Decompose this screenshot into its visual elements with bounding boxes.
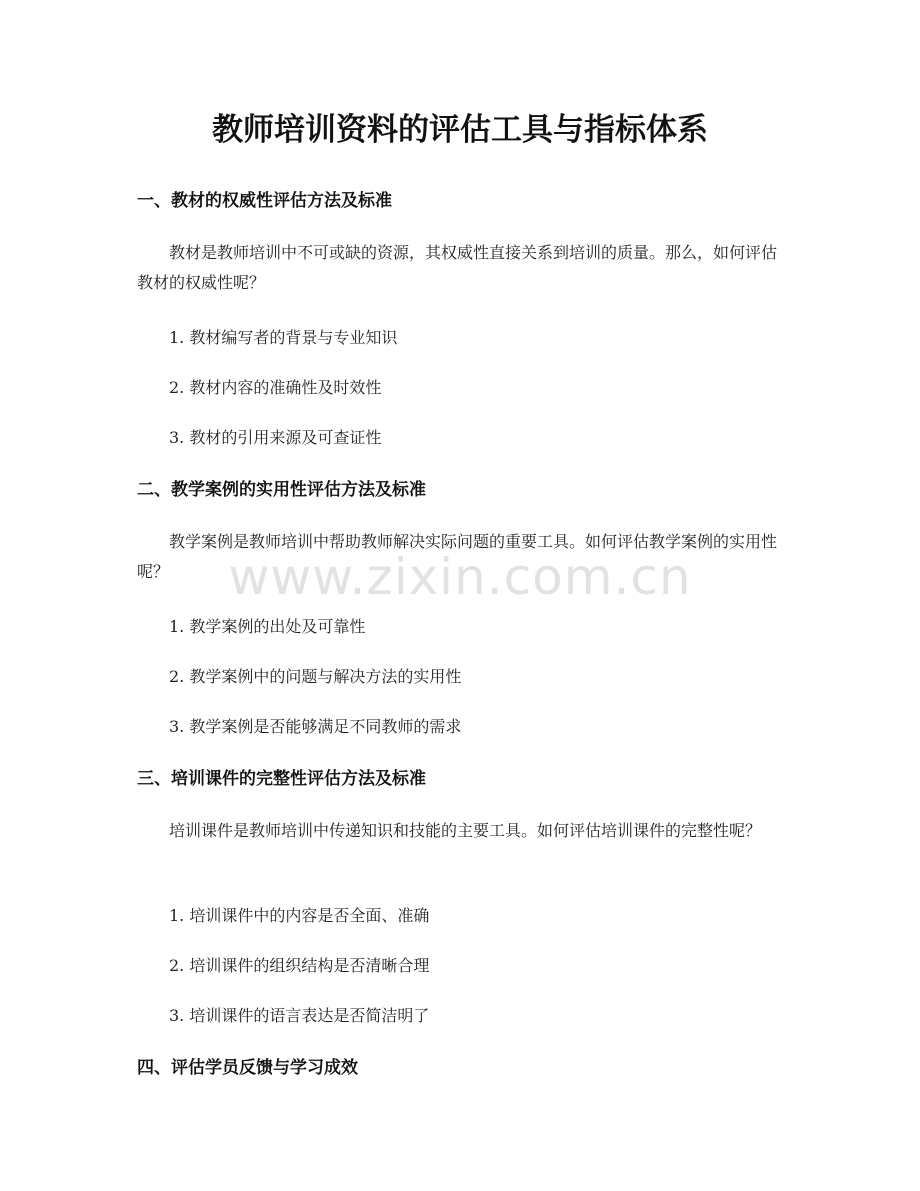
list-item: 1. 教学案例的出处及可靠性 (169, 617, 366, 636)
list-item: 3. 教学案例是否能够满足不同教师的需求 (169, 717, 462, 736)
section-heading: 四、评估学员反馈与学习成效 (137, 1058, 358, 1078)
section-heading: 二、教学案例的实用性评估方法及标准 (137, 480, 426, 500)
list-item: 2. 教学案例中的问题与解决方法的实用性 (169, 667, 462, 686)
list-item: 3. 教材的引用来源及可查证性 (169, 428, 382, 447)
list-item: 1. 培训课件中的内容是否全面、准确 (169, 906, 430, 925)
section-paragraph: 教材是教师培训中不可或缺的资源，其权威性直接关系到培训的质量。那么，如何评估教材的权威性呢？ (137, 243, 778, 292)
list-item: 1. 教材编写者的背景与专业知识 (169, 328, 398, 347)
section-paragraph: 教学案例是教师培训中帮助教师解决实际问题的重要工具。如何评估教学案例的实用性呢？ (137, 532, 778, 581)
section-heading: 一、教材的权威性评估方法及标准 (137, 191, 392, 211)
watermark: www.zixin.com.cn (228, 548, 692, 606)
section-heading: 三、培训课件的完整性评估方法及标准 (137, 769, 426, 789)
list-item: 2. 培训课件的组织结构是否清晰合理 (169, 956, 430, 975)
list-item: 2. 教材内容的准确性及时效性 (169, 378, 382, 397)
section-paragraph: 培训课件是教师培训中传递知识和技能的主要工具。如何评估培训课件的完整性呢？ (169, 821, 762, 840)
document-title: 教师培训资料的评估工具与指标体系 (212, 112, 708, 148)
list-item: 3. 培训课件的语言表达是否简洁明了 (169, 1006, 430, 1025)
